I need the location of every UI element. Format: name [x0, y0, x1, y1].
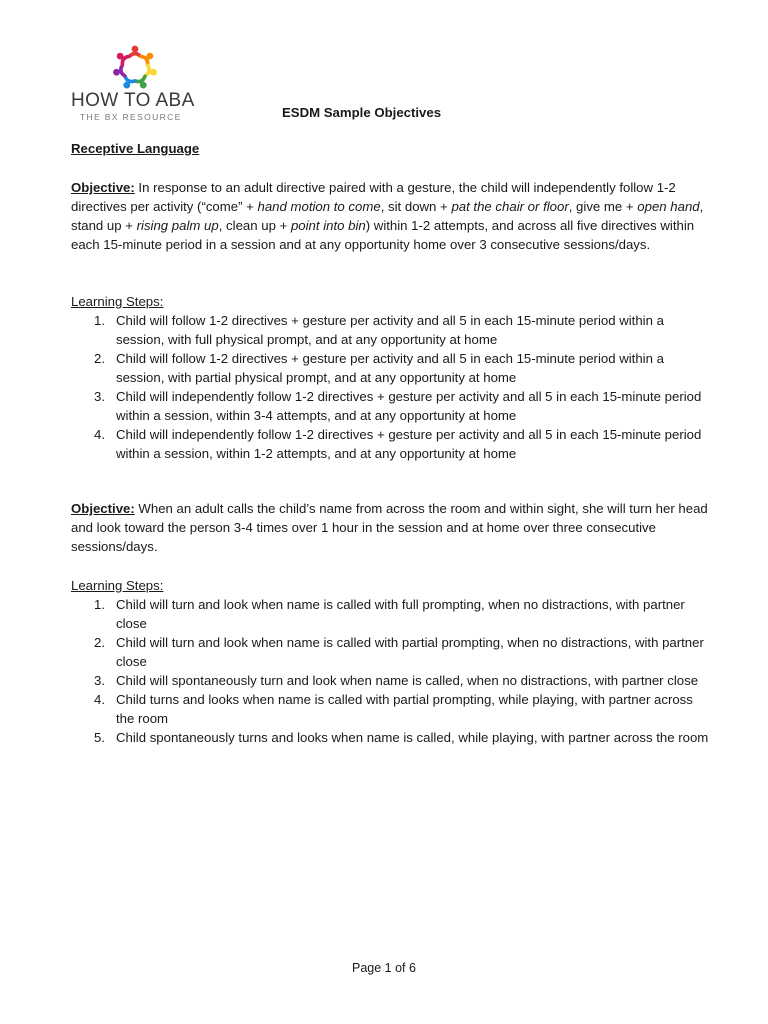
list-item-text: Child will turn and look when name is called with partial prompting, when no distractions, with partner close	[116, 635, 704, 669]
learning-steps-list	[71, 595, 711, 747]
list-item	[94, 633, 711, 671]
list-item-number: 3.	[94, 389, 105, 404]
list-item-text: Child will follow 1-2 directives + gesture per activity and all 5 in each 15-minute period within a session, with partial physical prompt, and at any opportunity at home	[116, 351, 664, 385]
learning-steps-list	[71, 311, 711, 463]
list-item	[94, 349, 711, 387]
logo-person-body	[145, 65, 149, 75]
logo-person-head	[150, 69, 157, 76]
objective-label: Objective:	[71, 501, 135, 516]
list-item-text: Child will independently follow 1-2 directives + gesture per activity and all 5 in each 15-minute period within a session, within 3-4 attempts, and at any opportunity at home	[116, 389, 702, 423]
list-item-number: 1.	[94, 313, 105, 328]
section-heading: Receptive Language	[71, 141, 200, 156]
list-item-text: Child will spontaneously turn and look when name is called, when no distractions, with partner close	[116, 673, 699, 688]
objective-2-text: When an adult calls the child’s name from across the room and within sight, she will turn her head and look toward the person 3-4 times over 1 hour in the session and at home over three consecutive sessions/days.	[71, 501, 708, 554]
gesture-text: hand motion to come	[257, 199, 381, 214]
objective-1-text-4: , give me +	[568, 199, 638, 214]
logo-person-body	[130, 54, 141, 57]
logo-subtitle: THE BX RESOURCE	[80, 112, 182, 122]
list-item-number: 2.	[94, 351, 105, 366]
objective-label: Objective:	[71, 180, 135, 195]
list-item	[94, 425, 711, 463]
list-item-number: 5.	[94, 730, 105, 745]
list-item	[94, 311, 711, 349]
list-item-text: Child will independently follow 1-2 directives + gesture per activity and all 5 in each 15-minute period within a session, within 1-2 attempts, and at any opportunity at home	[116, 427, 702, 461]
objective-1-paragraph	[71, 178, 711, 254]
list-item	[94, 690, 711, 728]
learning-steps-label: Learning Steps:	[71, 578, 164, 593]
objective-1-text-2: , sit down +	[380, 199, 452, 214]
list-item	[94, 387, 711, 425]
gesture-text: rising palm up	[136, 218, 219, 233]
logo-person-head	[113, 69, 120, 76]
list-item-number: 1.	[94, 597, 105, 612]
logo-person-body	[125, 76, 135, 81]
list-item-number: 4.	[94, 427, 105, 442]
logo-people-ring-icon	[111, 44, 159, 92]
objective-1-text-6: , stand up +	[71, 199, 704, 233]
list-item-text: Child turns and looks when name is called with partial prompting, while playing, with partner across the room	[116, 692, 693, 726]
logo-title: HOW TO ABA	[71, 90, 195, 111]
logo-person-head	[132, 46, 139, 53]
list-item-number: 4.	[94, 692, 105, 707]
objective-2-learning-steps	[71, 576, 711, 747]
document-title: ESDM Sample Objectives	[282, 105, 442, 120]
logo-person-body	[135, 76, 145, 81]
objective-2-paragraph	[71, 499, 711, 556]
gesture-text: point into bin	[290, 218, 366, 233]
objective-1-text-10: ) within 1-2 attempts, and across all five directives within each 15-minute period in a session and at any opportunity home over 3 consecutive sessions/days.	[71, 218, 695, 252]
page-number: Page 1 of 6	[352, 961, 416, 975]
list-item	[94, 595, 711, 633]
list-item-text: Child will follow 1-2 directives + gesture per activity and all 5 in each 15-minute period within a session, with full physical prompt, and at any opportunity at home	[116, 313, 664, 347]
list-item	[94, 671, 711, 690]
logo-person-body	[121, 65, 125, 75]
list-item-number: 2.	[94, 635, 105, 650]
list-item	[94, 728, 711, 747]
how-to-aba-logo	[71, 44, 201, 120]
list-item-number: 3.	[94, 673, 105, 688]
gesture-text: open hand	[637, 199, 700, 214]
objective-1-text-8: , clean up +	[218, 218, 291, 233]
list-item-text: Child spontaneously turns and looks when name is called, while playing, with partner across the room	[116, 730, 709, 745]
logo-person-body	[141, 56, 148, 64]
gesture-text: pat the chair or floor	[451, 199, 569, 214]
objective-1-text-0: In response to an adult directive paired with a gesture, the child will independently follow 1-2 directives per activity (“come” +	[71, 180, 676, 214]
list-item-text: Child will turn and look when name is called with full prompting, when no distractions, with partner close	[116, 597, 685, 631]
learning-steps-label: Learning Steps:	[71, 294, 164, 309]
objective-1-learning-steps	[71, 292, 711, 463]
logo-person-body	[122, 56, 129, 64]
